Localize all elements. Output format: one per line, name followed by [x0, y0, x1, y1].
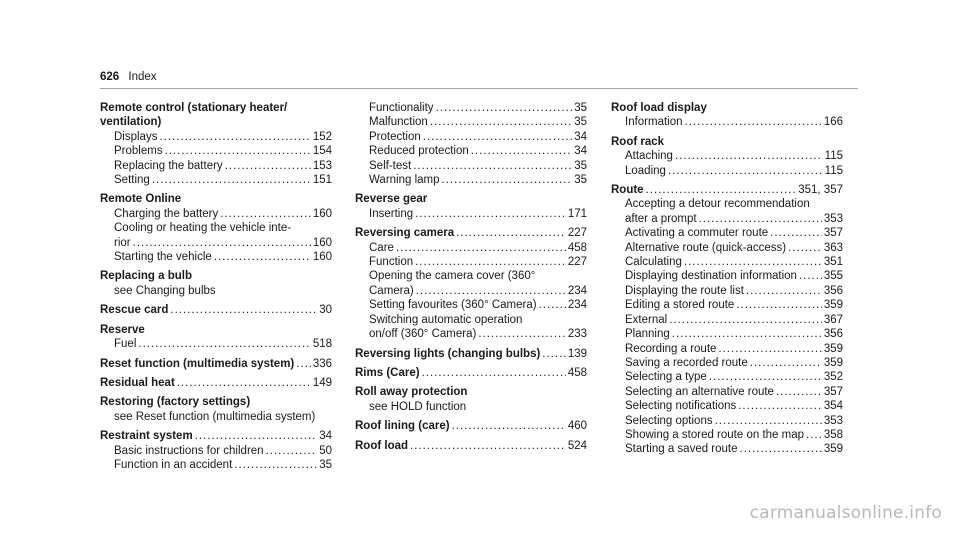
page-ref: 359: [823, 443, 843, 456]
sub-entry: [355, 400, 587, 414]
entry-title-text: Roof lining (care): [355, 420, 450, 433]
entry-title-text: Rescue card: [100, 304, 169, 317]
entry-title-text: Remote Online: [100, 193, 182, 206]
entry-title: [100, 101, 332, 115]
index-entry: [100, 429, 332, 472]
sub-entry: [100, 159, 332, 173]
leader-dots: [542, 347, 566, 361]
sub-entry-text: Care: [369, 241, 394, 254]
sub-entry-text: Reduced protection: [369, 145, 469, 158]
entry-title: [355, 439, 587, 453]
page-ref: 518: [312, 338, 332, 351]
leader-dots: [788, 241, 822, 255]
page-ref: 35: [574, 116, 587, 129]
page-ref: 115: [824, 164, 843, 177]
sub-entry: [611, 115, 843, 129]
sub-entry-text: Switching automatic operation: [369, 313, 523, 326]
leader-dots: [770, 226, 822, 240]
sub-entry: [611, 284, 843, 298]
leader-dots: [471, 144, 572, 158]
page-ref: 359: [823, 342, 843, 355]
sub-entry-text: see Reset function (multimedia system): [114, 410, 316, 423]
sub-entry-text: Camera): [369, 284, 414, 297]
entry-title-text: Roof load display: [611, 102, 707, 114]
leader-dots: [669, 313, 822, 327]
index-entry: [355, 226, 587, 341]
page-ref: 458: [567, 366, 587, 379]
leader-dots: [684, 255, 822, 269]
sub-entry-text: Selecting a type: [625, 371, 707, 384]
leader-dots: [672, 327, 822, 341]
page-ref: 353: [823, 414, 843, 427]
sub-entry: [611, 428, 843, 442]
sub-entry-text: after a prompt: [625, 212, 697, 225]
index-entry: [100, 357, 332, 371]
sub-entry: [100, 410, 332, 424]
index-entry: [611, 135, 843, 178]
sub-entry: [611, 164, 843, 178]
entry-title-text: Reversing camera: [355, 227, 455, 240]
sub-entry: [355, 327, 587, 341]
leader-dots: [715, 414, 822, 428]
entry-title-text: Roll away protection: [355, 386, 468, 399]
entry-title-text: Replacing a bulb: [100, 270, 193, 283]
index-entry: [355, 385, 587, 414]
sub-entry-text: External: [625, 313, 668, 326]
sub-entry-text: Starting the vehicle: [114, 251, 212, 264]
leader-dots: [415, 255, 566, 269]
leader-dots: [699, 212, 822, 226]
page-ref: 160: [312, 236, 332, 249]
page-ref: 166: [823, 116, 843, 129]
page-ref: 35: [574, 102, 587, 114]
sub-entry: [100, 236, 332, 250]
sub-entry: [611, 342, 843, 356]
entry-title-text: ventilation): [100, 116, 162, 129]
leader-dots: [738, 399, 822, 413]
leader-dots: [668, 164, 823, 178]
sub-entry-text: Basic instructions for children: [114, 444, 264, 457]
entry-title-text: Route: [611, 184, 644, 197]
leader-dots: [416, 284, 566, 298]
sub-entry-text: Loading: [625, 164, 666, 177]
index-column-2: [355, 101, 587, 458]
leader-dots: [539, 298, 566, 312]
entry-title-text: Reverse gear: [355, 193, 428, 206]
entry-title: [611, 135, 843, 149]
page-ref: 355: [823, 270, 843, 283]
leader-dots: [718, 342, 821, 356]
sub-entry-text: Calculating: [625, 256, 682, 269]
page-ref: 227: [567, 256, 587, 269]
sub-entry: [611, 442, 843, 456]
sub-entry-text: Replacing the battery: [114, 159, 223, 172]
sub-entry-text: Cooling or heating the vehicle inte-: [114, 222, 292, 235]
sub-entry: [100, 221, 332, 235]
sub-entry: [611, 313, 843, 327]
sub-entry: [611, 212, 843, 226]
index-column-1: [100, 101, 332, 477]
entry-title-text: Reserve: [100, 323, 145, 336]
sub-entry: [355, 115, 587, 129]
index-entry: [355, 366, 587, 380]
entry-title: [100, 357, 332, 371]
page-ref: 359: [823, 356, 843, 369]
leader-dots: [415, 207, 566, 221]
sub-entry: [355, 284, 587, 298]
sub-entry: [355, 159, 587, 173]
page-number: 626: [100, 71, 120, 83]
page-ref: 152: [312, 130, 332, 143]
index-entry: [100, 323, 332, 352]
page-ref: 351, 357: [798, 184, 843, 197]
leader-dots: [422, 366, 566, 380]
sub-entry: [100, 144, 332, 158]
sub-entry-text: Editing a stored route: [625, 299, 735, 312]
sub-entry-text: Selecting an alternative route: [625, 385, 774, 398]
page-ref: 356: [823, 328, 843, 341]
index-column-3: [611, 101, 843, 462]
sub-entry-text: Planning: [625, 328, 670, 341]
leader-dots: [736, 298, 821, 312]
sub-entry: [100, 130, 332, 144]
sub-entry: [611, 226, 843, 240]
leader-dots: [456, 226, 566, 240]
page-ref: 524: [567, 439, 587, 452]
sub-entry: [611, 370, 843, 384]
sub-entry-text: see Changing bulbs: [114, 284, 216, 297]
index-entry: [355, 347, 587, 361]
sub-entry: [611, 197, 843, 211]
page-ref: 50: [319, 444, 332, 457]
page-ref: 351: [823, 256, 843, 269]
leader-dots: [266, 444, 318, 458]
leader-dots: [430, 115, 572, 129]
index-entry: [611, 101, 843, 130]
sub-entry: [611, 414, 843, 428]
sub-entry: [611, 269, 843, 283]
entry-title: [355, 192, 587, 206]
entry-title-text: Remote control (stationary heater/: [100, 102, 288, 114]
sub-entry-text: Functionality: [369, 102, 434, 114]
entry-title-text: Rims (Care): [355, 366, 420, 379]
sub-entry: [611, 298, 843, 312]
entry-title: [100, 192, 332, 206]
leader-dots: [410, 439, 566, 453]
sub-entry-text: Starting a saved route: [625, 443, 738, 456]
entry-title-text: Restraint system: [100, 430, 193, 443]
entry-title: [100, 376, 332, 390]
sub-entry-text: Saving a recorded route: [625, 356, 748, 369]
sub-entry: [100, 207, 332, 221]
sub-entry-text: Setting favourites (360° Camera): [369, 299, 537, 312]
index-entry: [100, 303, 332, 317]
leader-dots: [776, 385, 822, 399]
entry-title-text: Roof rack: [611, 135, 665, 148]
sub-entry-text: Function in an accident: [114, 458, 233, 471]
sub-entry-text: Selecting options: [625, 414, 713, 427]
index-entry: [611, 183, 843, 457]
sub-entry: [100, 458, 332, 472]
leader-dots: [750, 356, 822, 370]
leader-dots: [214, 250, 311, 264]
page-ref: 160: [312, 207, 332, 220]
page-ref: 35: [574, 174, 587, 187]
sub-entry: [611, 241, 843, 255]
sub-entry: [355, 269, 587, 283]
sub-entry-text: Problems: [114, 145, 163, 158]
sub-entry: [611, 385, 843, 399]
entry-title: [355, 366, 587, 380]
page-ref: 367: [823, 313, 843, 326]
sub-entry: [355, 241, 587, 255]
sub-entry-text: Inserting: [369, 207, 414, 220]
sub-entry-text: rior: [114, 236, 131, 249]
section-title: Index: [128, 71, 157, 83]
sub-entry: [100, 444, 332, 458]
sub-entry: [355, 173, 587, 187]
leader-dots: [413, 159, 572, 173]
page-ref: 153: [312, 159, 332, 172]
page-ref: 30: [319, 304, 332, 317]
sub-entry: [355, 313, 587, 327]
sub-entry: [611, 255, 843, 269]
leader-dots: [442, 173, 573, 187]
entry-title: [355, 347, 587, 361]
leader-dots: [709, 370, 822, 384]
sub-entry-text: Opening the camera cover (360°: [369, 270, 536, 283]
leader-dots: [423, 130, 572, 144]
sub-entry-text: Information: [625, 116, 683, 129]
sub-entry-text: on/off (360° Camera): [369, 328, 477, 341]
entry-title: [355, 226, 587, 240]
page-ref: 34: [574, 145, 587, 158]
page-ref: 356: [823, 284, 843, 297]
entry-title-text: Restoring (factory settings): [100, 396, 251, 409]
page-ref: 154: [312, 145, 332, 158]
page-ref: 458: [567, 241, 587, 254]
leader-dots: [452, 419, 566, 433]
sub-entry-text: Displaying the route list: [625, 284, 744, 297]
sub-entry-text: Showing a stored route on the map: [625, 428, 805, 441]
leader-dots: [685, 115, 822, 129]
page-ref: 358: [823, 428, 843, 441]
leader-dots: [740, 442, 822, 456]
entry-title-text: Reset function (multimedia system): [100, 357, 295, 370]
leader-dots: [799, 269, 822, 283]
page-ref: 139: [567, 347, 587, 360]
sub-entry-text: Accepting a detour recommendation: [625, 198, 810, 211]
leader-dots: [165, 144, 311, 158]
page-ref: 160: [312, 251, 332, 264]
page-ref: 353: [823, 212, 843, 225]
page-ref: 363: [823, 241, 843, 254]
entry-title: [611, 101, 843, 115]
index-entry: [355, 439, 587, 453]
page-ref: 171: [567, 207, 587, 220]
page-ref: 115: [824, 150, 843, 163]
page-ref: 34: [319, 430, 332, 443]
page-ref: 354: [823, 400, 843, 413]
entry-title: [100, 323, 332, 337]
sub-entry-text: Charging the battery: [114, 207, 219, 220]
sub-entry-text: Recording a route: [625, 342, 717, 355]
sub-entry-text: Setting: [114, 174, 150, 187]
header-rule: [100, 88, 858, 89]
index-entry: [100, 101, 332, 187]
entry-title: [611, 183, 843, 197]
page-header: [100, 71, 157, 83]
leader-dots: [806, 428, 822, 442]
page-ref: 35: [319, 458, 332, 471]
entry-title: [100, 269, 332, 283]
page-ref: 149: [312, 376, 332, 389]
sub-entry: [355, 130, 587, 144]
leader-dots: [220, 207, 311, 221]
leader-dots: [478, 327, 566, 341]
leader-dots: [436, 101, 573, 115]
sub-entry: [100, 250, 332, 264]
sub-entry-text: Malfunction: [369, 116, 428, 129]
index-entry: [355, 192, 587, 221]
leader-dots: [234, 458, 317, 472]
entry-title: [100, 303, 332, 317]
page-ref: 227: [567, 227, 587, 240]
page-ref: 35: [574, 159, 587, 172]
sub-entry: [100, 337, 332, 351]
page-ref: 359: [823, 299, 843, 312]
page-ref: 352: [823, 371, 843, 384]
leader-dots: [296, 357, 311, 371]
sub-entry-text: Self-test: [369, 159, 412, 172]
sub-entry: [611, 399, 843, 413]
sub-entry: [100, 173, 332, 187]
entry-title-continued: [100, 115, 332, 129]
page-ref: 34: [574, 130, 587, 143]
sub-entry: [611, 356, 843, 370]
entry-title-text: Residual heat: [100, 376, 175, 389]
sub-entry-text: Alternative route (quick-access): [625, 241, 787, 254]
sub-entry: [355, 144, 587, 158]
entry-title: [100, 429, 332, 443]
leader-dots: [177, 376, 311, 390]
leader-dots: [195, 429, 318, 443]
leader-dots: [138, 337, 310, 351]
sub-entry: [355, 298, 587, 312]
sub-entry: [355, 101, 587, 115]
index-entry: [355, 101, 587, 187]
sub-entry: [611, 327, 843, 341]
page-ref: 234: [567, 284, 587, 297]
sub-entry-text: see HOLD function: [369, 400, 467, 413]
leader-dots: [396, 241, 566, 255]
watermark: carmanualsonline.info: [749, 503, 942, 523]
index-entry: [100, 269, 332, 298]
page-ref: 151: [312, 174, 332, 187]
sub-entry-text: Activating a commuter route: [625, 227, 769, 240]
entry-title: [355, 385, 587, 399]
entry-title-text: Reversing lights (changing bulbs): [355, 347, 541, 360]
sub-entry-text: Displays: [114, 130, 158, 143]
index-entry: [355, 419, 587, 433]
leader-dots: [746, 284, 822, 298]
sub-entry-text: Function: [369, 256, 414, 269]
sub-entry-text: Selecting notifications: [625, 400, 737, 413]
sub-entry-text: Attaching: [625, 150, 673, 163]
page-ref: 357: [823, 385, 843, 398]
sub-entry-text: Displaying destination information: [625, 270, 797, 283]
entry-title: [100, 395, 332, 409]
sub-entry: [100, 284, 332, 298]
sub-entry: [611, 149, 843, 163]
page-ref: 234: [567, 299, 587, 312]
sub-entry-text: Warning lamp: [369, 174, 440, 187]
leader-dots: [159, 130, 310, 144]
page-ref: 460: [567, 420, 587, 433]
entry-title: [355, 419, 587, 433]
page-ref: 233: [567, 328, 587, 341]
leader-dots: [170, 303, 317, 317]
leader-dots: [152, 173, 311, 187]
page-ref: 357: [823, 227, 843, 240]
page-ref: 336: [312, 357, 332, 370]
sub-entry-text: Fuel: [114, 338, 137, 351]
index-entry: [100, 395, 332, 424]
leader-dots: [225, 159, 311, 173]
sub-entry-text: Protection: [369, 130, 421, 143]
index-entry: [100, 192, 332, 264]
entry-title-text: Roof load: [355, 439, 409, 452]
leader-dots: [675, 149, 823, 163]
leader-dots: [133, 236, 311, 250]
sub-entry: [355, 255, 587, 269]
index-entry: [100, 376, 332, 390]
leader-dots: [646, 183, 797, 197]
sub-entry: [355, 207, 587, 221]
